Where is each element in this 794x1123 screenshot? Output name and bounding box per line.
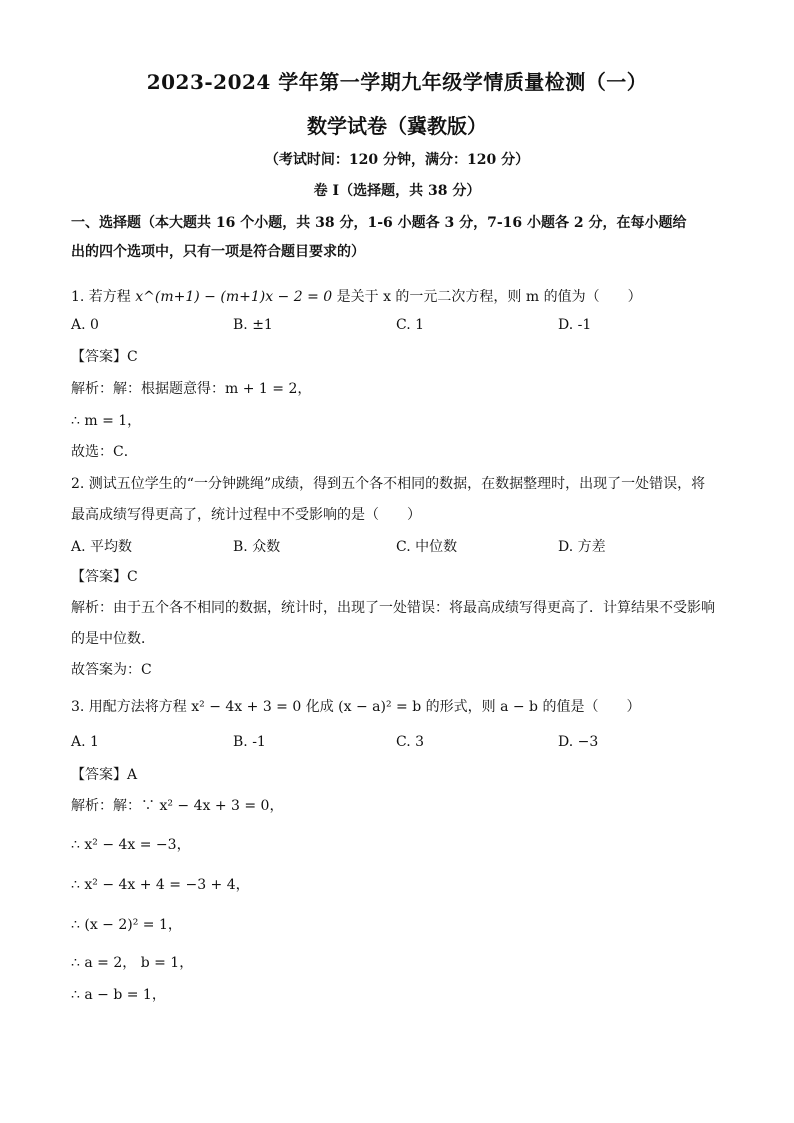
q1-option-a: A. 0: [71, 317, 99, 333]
q1-equation: x^(m+1) − (m+1)x − 2 = 0: [135, 289, 333, 305]
q1-solution-2: ∴ m = 1，: [71, 413, 142, 429]
q2-stem-line1: 2. 测试五位学生的“一分钟跳绳”成绩，得到五个各不相同的数据，在数据整理时，出现了一处错误，将: [71, 476, 706, 492]
q2-solution-3: 故答案为：C: [71, 662, 152, 678]
exam-info: （考试时间：120 分钟，满分：120 分）: [264, 152, 530, 168]
q2-solution-1: 解析：由于五个各不相同的数据，统计时，出现了一处错误：将最高成绩写得更高了．计算结果不受影响: [71, 600, 715, 616]
q3-answer: 【答案】A: [71, 767, 138, 783]
q1-suffix: 是关于 x 的一元二次方程，则 m 的值为（ ）: [336, 289, 642, 305]
q1-solution-3: 故选：C．: [71, 444, 138, 460]
q3-option-d: D. −3: [558, 734, 599, 750]
q1-option-d: D. -1: [558, 317, 592, 333]
q2-option-b: B. 众数: [233, 539, 281, 555]
q3-solution-6: ∴ a − b = 1，: [71, 987, 166, 1003]
q3-option-b: B. -1: [233, 734, 266, 750]
q3-solution-4: ∴ (x − 2)² = 1，: [71, 917, 182, 933]
q3-option-a: A. 1: [71, 734, 99, 750]
q2-stem-line2: 最高成绩写得更高了，统计过程中不受影响的是（ ）: [71, 507, 421, 523]
section-heading-line2: 出的四个选项中，只有一项是符合题目要求的）: [71, 244, 365, 260]
question-1: [71, 287, 731, 307]
q3-stem: 3. 用配方法将方程 x² − 4x + 3 = 0 化成 (x − a)² = b 的形式，则 a − b 的值是（ ）: [71, 699, 641, 715]
q1-solution-1: 解析：解：根据题意得：m + 1 = 2，: [71, 381, 312, 397]
exam-title: 2023-2024 学年第一学期九年级学情质量检测（一）: [146, 70, 648, 94]
q2-answer: 【答案】C: [71, 569, 138, 585]
section-heading-line1: 一、选择题（本大题共 16 个小题，共 38 分，1-6 小题各 3 分，7-16 小题各 2 分，在每小题给: [71, 215, 687, 231]
q3-solution-1: 解析：解：∵ x² − 4x + 3 = 0，: [71, 798, 284, 814]
q3-solution-2: ∴ x² − 4x = −3，: [71, 837, 191, 853]
q2-option-a: A. 平均数: [71, 539, 133, 555]
q1-answer: 【答案】C: [71, 349, 138, 365]
q1-option-b: B. ±1: [233, 317, 273, 333]
q3-option-c: C. 3: [396, 734, 425, 750]
q1-option-c: C. 1: [396, 317, 425, 333]
volume-heading: 卷 I（选择题，共 38 分）: [313, 183, 481, 199]
q1-prefix: 1. 若方程: [71, 289, 131, 305]
q2-option-c: C. 中位数: [396, 539, 458, 555]
exam-subtitle: 数学试卷（冀教版）: [307, 114, 487, 138]
q3-solution-3: ∴ x² − 4x + 4 = −3 + 4，: [71, 877, 250, 893]
q2-option-d: D. 方差: [558, 539, 606, 555]
q2-solution-2: 的是中位数．: [71, 631, 155, 647]
q3-solution-5: ∴ a = 2， b = 1，: [71, 955, 194, 971]
